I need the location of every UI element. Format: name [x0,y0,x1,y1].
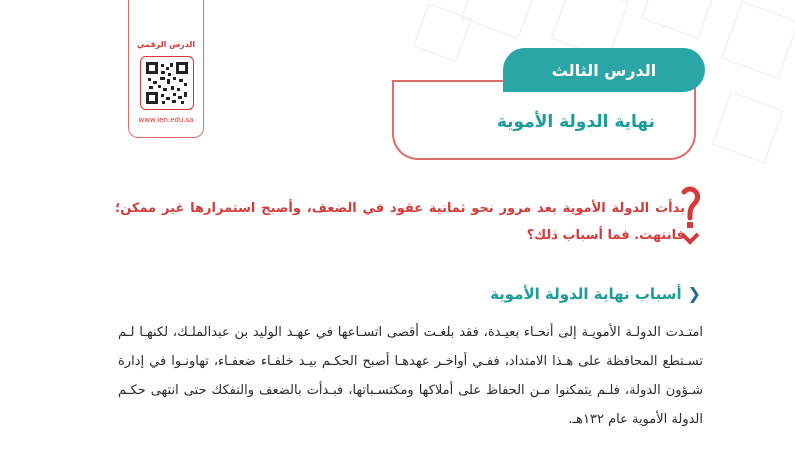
qr-code-icon[interactable] [140,56,194,110]
chevron-left-icon: ❮ [687,284,701,303]
lesson-title: نهاية الدولة الأموية [496,112,655,132]
digital-lesson-url[interactable]: www.ien.edu.sa [138,116,194,124]
lesson-number-tab [503,48,705,92]
section-heading-text: أسباب نهاية الدولة الأموية [490,284,682,303]
digital-lesson-label: الدرس الرقمي [136,40,196,49]
digital-lesson-card[interactable] [128,0,204,138]
section-heading [490,284,701,303]
section-body [118,318,703,434]
intro-question: بدأت الدولة الأموية بعد مرور نحو ثمانية عقود في الضعف، وأصبح استمرارها غير ممكن؛ فانتهت. فما أسباب ذلك؟ [115,201,685,243]
lesson-number-label: الدرس الثالث [551,60,657,80]
section-paragraph: امتـدت الدولـة الأمويـة إلى أنحـاء بعيـدة، فقد بلغـت أقصى اتسـاعها في عهـد الوليد بن عبدالملـك، لكنهـا لـم تسـتطع المحافظة على هـذا الامتداد، ففـي أواخـر عهدهـا أصبح الحكـم بيـد خلفـاء ضعفـاء، تهاونـوا في إدارة شـؤون الدولة، فلـم يتمكنوا مـن الحفاظ على أملاكها ومكتسـباتها، فبـدأت بالضعف والتفكك حتى انتهى حكـم الدولة الأموية عام ١٣٢هـ. [118,325,703,427]
